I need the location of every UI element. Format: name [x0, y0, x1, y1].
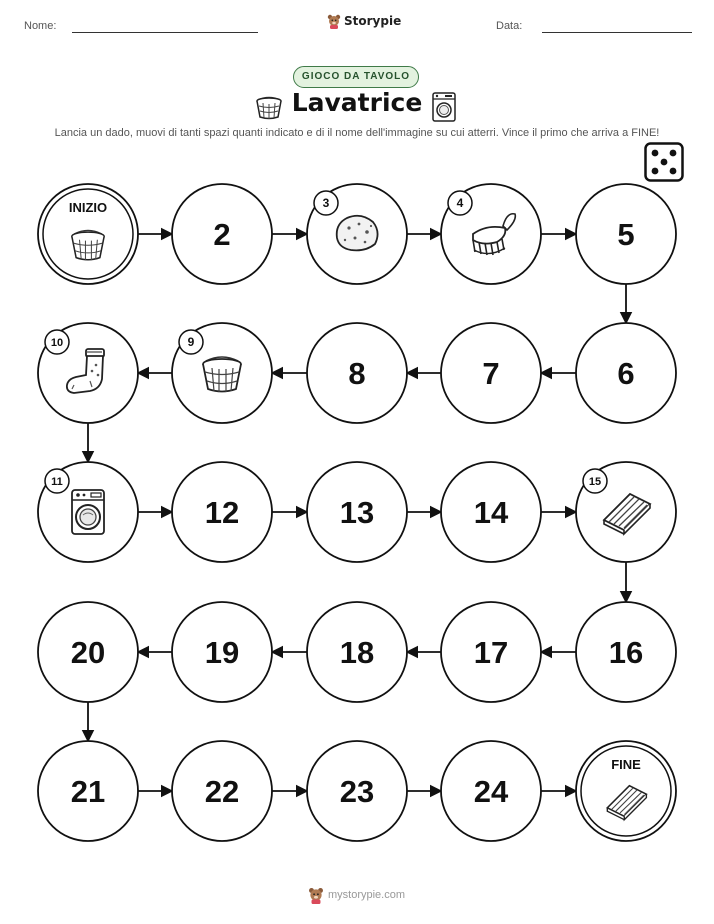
board-space-16: [576, 602, 676, 702]
space-number: 6: [617, 356, 635, 391]
board-space-14: [441, 462, 541, 562]
space-number: 20: [70, 635, 106, 670]
board-space-17: [441, 602, 541, 702]
board-space-11: [38, 462, 138, 562]
laundry-basket-icon: [72, 230, 104, 260]
space-number: 8: [348, 356, 366, 391]
board-space-1: [38, 184, 138, 284]
board-space-20: [38, 602, 138, 702]
bear-logo-icon: [308, 886, 324, 904]
page-title: Lavatrice: [291, 88, 423, 117]
board-space-3: [307, 184, 407, 284]
board-space-19: [172, 602, 272, 702]
laundry-basket-icon: [203, 357, 241, 392]
space-number: 2: [213, 217, 231, 252]
finish-label: FINE: [611, 757, 641, 772]
board-space-15: [576, 462, 676, 562]
space-number: 13: [339, 495, 375, 530]
game-type-badge: GIOCO DA TAVOLO: [293, 66, 419, 88]
board-spaces: [38, 184, 676, 841]
space-number: 5: [617, 217, 635, 252]
brand-name: Storypie: [344, 14, 402, 28]
start-label: INIZIO: [68, 200, 108, 215]
space-number: 15: [588, 476, 602, 488]
space-number: 7: [482, 356, 500, 391]
space-number: 22: [204, 774, 240, 809]
board-space-7: [441, 323, 541, 423]
space-number: 24: [473, 774, 509, 809]
board-space-10: [38, 323, 138, 423]
space-number: 17: [473, 635, 509, 670]
instructions: Lancia un dado, muovi di tanti spazi quanti indicato e di il nome dell'immagine su cui atterri. Vince il primo che arriva a FINE!: [54, 127, 660, 139]
board-space-6: [576, 323, 676, 423]
board-space-21: [38, 741, 138, 841]
board-space-4: [441, 184, 541, 284]
name-label: Nome:: [24, 20, 57, 32]
footer-website: mystorypie.com: [328, 889, 406, 901]
board-space-8: [307, 323, 407, 423]
board-space-5: [576, 184, 676, 284]
space-number: 16: [608, 635, 644, 670]
board-space-25: [576, 741, 676, 841]
space-number: 9: [187, 335, 195, 349]
board-space-2: [172, 184, 272, 284]
board-space-23: [307, 741, 407, 841]
space-number: 10: [50, 337, 64, 349]
board-space-13: [307, 462, 407, 562]
space-number: 21: [70, 774, 106, 809]
footer: [308, 886, 405, 904]
board-space-22: [172, 741, 272, 841]
space-number: 18: [339, 635, 375, 670]
space-number: 11: [51, 476, 63, 488]
board-space-24: [441, 741, 541, 841]
washing-machine-icon: [72, 490, 104, 534]
board-space-18: [307, 602, 407, 702]
space-number: 14: [473, 495, 509, 530]
space-number: 3: [322, 196, 330, 210]
date-label: Data:: [496, 20, 523, 32]
space-number: 12: [204, 495, 240, 530]
space-number: 19: [204, 635, 240, 670]
space-number: 23: [339, 774, 375, 809]
board-space-9: [172, 323, 272, 423]
space-number: 4: [456, 196, 464, 210]
board-space-12: [172, 462, 272, 562]
sponge-icon: [337, 216, 378, 251]
